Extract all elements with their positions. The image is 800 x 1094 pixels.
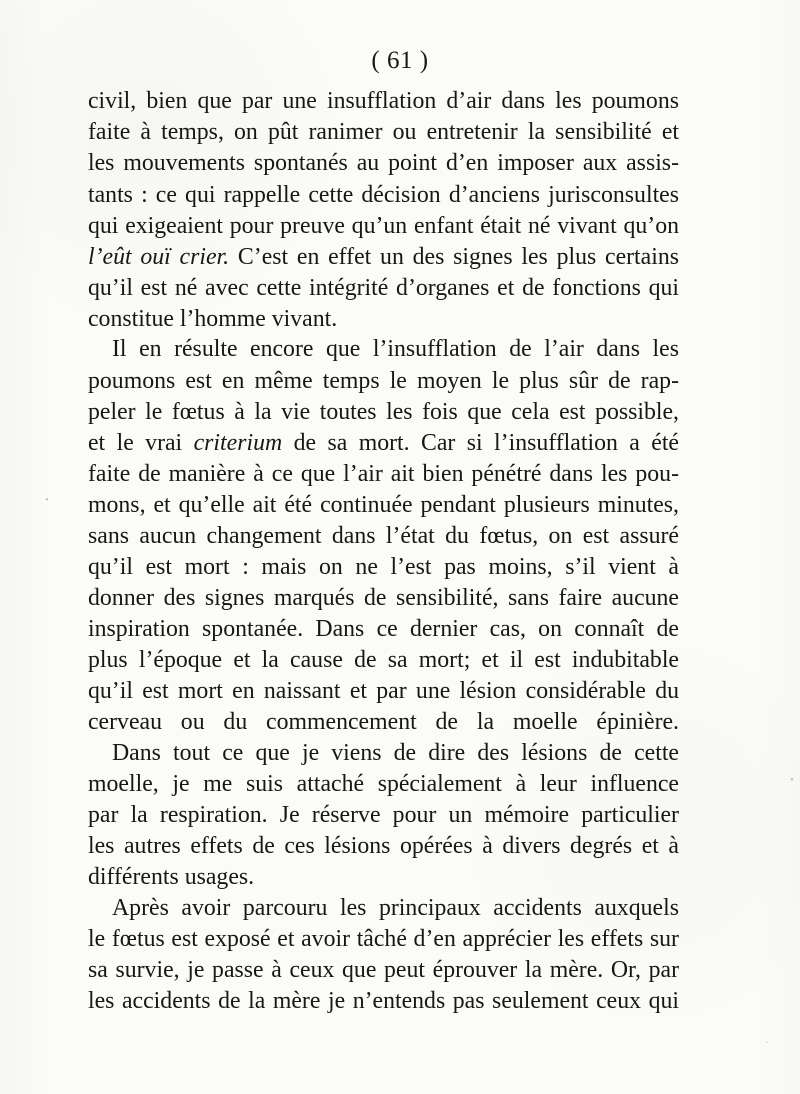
paper-speck: • bbox=[45, 494, 49, 506]
text-line: sa survie, je passe à ceux que peut éprouver la mère. Or, par bbox=[88, 957, 679, 983]
text-line: par la respiration. Je réserve pour un mémoire particulier bbox=[88, 802, 679, 828]
page-number: ( 61 ) bbox=[371, 47, 429, 74]
text-line: inspiration spontanée. Dans ce dernier cas, on connaît de bbox=[88, 616, 679, 642]
text-line: les accidents de la mère je n’entends pas seulement ceux qui bbox=[88, 988, 679, 1014]
text-line: sans aucun changement dans l’état du fœtus, on est assuré bbox=[88, 523, 679, 549]
text-line: donner des signes marqués de sensibilité, sans faire aucune bbox=[88, 585, 679, 611]
text-line: Dans tout ce que je viens de dire des lésions de cette bbox=[112, 740, 679, 766]
text-line: les autres effets de ces lésions opérées à divers degrés et à bbox=[88, 833, 679, 859]
paper-speck: · bbox=[765, 1037, 769, 1049]
text-line: Après avoir parcouru les principaux accidents auxquels bbox=[112, 895, 679, 921]
text-line: poumons est en même temps le moyen le plus sûr de rap- bbox=[88, 368, 679, 394]
text-line: faite de manière à ce que l’air ait bien pénétré dans les pou- bbox=[88, 461, 679, 487]
text-line: cerveau ou du commencement de la moelle épinière. bbox=[88, 709, 679, 735]
text-line-with-italic bbox=[88, 242, 679, 272]
text-line: qu’il est mort en naissant et par une lésion considérable du bbox=[88, 678, 679, 704]
text-line: les mouvements spontanés au point d’en imposer aux assis- bbox=[88, 150, 679, 176]
text-line: mons, et qu’elle ait été continuée pendant plusieurs minutes, bbox=[88, 492, 679, 518]
text-span: et le vrai bbox=[88, 430, 194, 456]
text-line: tants : ce qui rappelle cette décision d’anciens jurisconsultes bbox=[88, 182, 679, 208]
text-span: C’est en effet un des signes les plus certains bbox=[229, 244, 679, 270]
text-line: qu’il est né avec cette intégrité d’organes et de fonctions qui bbox=[88, 275, 679, 301]
text-line: constitue l’homme vivant. bbox=[88, 306, 338, 332]
text-line: moelle, je me suis attaché spécialement à leur influence bbox=[88, 771, 679, 797]
italic-phrase: l’eût ouï crier. bbox=[88, 244, 230, 270]
text-line: le fœtus est exposé et avoir tâché d’en apprécier les effets sur bbox=[88, 926, 679, 952]
text-span: de sa mort. Car si l’insufflation a été bbox=[282, 430, 679, 456]
text-line: civil, bien que par une insufflation d’air dans les poumons bbox=[88, 88, 679, 114]
text-line: peler le fœtus à la vie toutes les fois que cela est possible, bbox=[88, 399, 679, 425]
italic-word: criterium bbox=[193, 430, 283, 456]
paper-speck: • bbox=[790, 774, 794, 786]
text-line: différents usages. bbox=[88, 864, 255, 890]
text-line-with-italic bbox=[88, 428, 679, 458]
text-line: plus l’époque et la cause de sa mort; et il est indubitable bbox=[88, 647, 679, 673]
text-line: qu’il est mort : mais on ne l’est pas moins, s’il vient à bbox=[88, 554, 679, 580]
text-line: faite à temps, on pût ranimer ou entretenir la sensibilité et bbox=[88, 119, 679, 145]
text-line: qui exigeaient pour preuve qu’un enfant était né vivant qu’on bbox=[88, 213, 679, 239]
text-line: Il en résulte encore que l’insufflation de l’air dans les bbox=[112, 336, 679, 362]
